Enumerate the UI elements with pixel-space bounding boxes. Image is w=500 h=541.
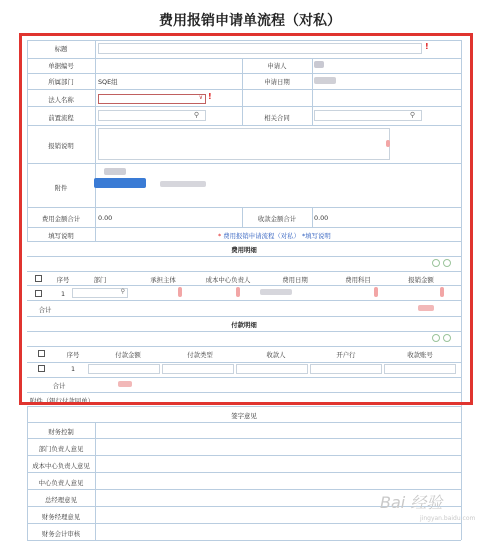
search-icon[interactable]: ⚲ xyxy=(120,288,125,295)
approval-row-label: 财务经理意见 xyxy=(41,513,81,521)
title-required-mark: ! xyxy=(425,42,429,51)
prev-flow-label: 前置流程 xyxy=(48,114,74,122)
page-title: 费用报销申请单流程（对私） xyxy=(159,13,341,29)
expense-col-header: 费用日期 xyxy=(282,276,308,284)
payment-sum-label: 合计 xyxy=(52,382,66,390)
approval-row-label: 总经理意见 xyxy=(45,496,77,504)
expense-col-header: 部门 xyxy=(93,276,107,284)
fill-link-flow[interactable]: 费用报销申请流程（对私） xyxy=(223,232,300,240)
fill-label: 填写说明 xyxy=(48,232,74,240)
row-index: 1 xyxy=(60,290,66,298)
payment-col-header: 收款人 xyxy=(266,351,286,359)
approval-row-label: 部门负责人意见 xyxy=(38,445,84,453)
dept-value: SQE组 xyxy=(98,78,118,86)
search-icon[interactable]: ⚲ xyxy=(193,111,199,119)
payment-attach-label: 附件（银行付款回单） xyxy=(30,397,94,405)
total-value: 0.00 xyxy=(98,214,113,222)
payment-col-header: 付款金额 xyxy=(115,351,141,359)
total-label: 费用金额合计 xyxy=(41,215,81,223)
receipt-total-value: 0.00 xyxy=(314,214,329,222)
doc-no-label: 单据编号 xyxy=(48,62,74,70)
approval-section-title: 签字意见 xyxy=(231,412,257,420)
legal-required-mark: ! xyxy=(208,92,212,101)
attach-label: 附件 xyxy=(54,184,68,192)
expense-col-header: 承担主体 xyxy=(150,276,176,284)
contract-label: 相关合同 xyxy=(264,114,290,122)
legal-label: 法人名称 xyxy=(48,96,74,104)
receipt-total-label: 收款金额合计 xyxy=(257,215,297,223)
approval-row-label: 中心负责人意见 xyxy=(38,479,84,487)
approval-row-label: 财务控制 xyxy=(48,428,74,436)
search-icon[interactable]: ⚲ xyxy=(409,111,415,119)
expense-sum-label: 合计 xyxy=(38,306,52,314)
payment-col-header: 序号 xyxy=(66,351,80,359)
payment-col-header: 收款账号 xyxy=(407,351,433,359)
expense-col-header: 费用科目 xyxy=(345,276,371,284)
approval-row-label: 成本中心负责人意见 xyxy=(32,462,90,470)
title-label: 标题 xyxy=(54,45,68,53)
expense-col-header: 序号 xyxy=(56,276,70,284)
highlight-frame xyxy=(19,33,473,405)
chevron-down-icon: ∨ xyxy=(198,94,203,101)
expense-col-header: 成本中心负责人 xyxy=(205,276,251,284)
row-index: 1 xyxy=(70,365,76,373)
payment-section-title: 付款明细 xyxy=(231,321,257,329)
apply-date-label: 申请日期 xyxy=(264,78,290,86)
payment-col-header: 开户行 xyxy=(336,351,356,359)
watermark: Bai 经验 xyxy=(380,493,443,512)
dept-label: 所属部门 xyxy=(48,78,74,86)
desc-label: 报销说明 xyxy=(48,142,74,150)
watermark-url: jingyan.baidu.com xyxy=(420,515,476,522)
fill-note-star: * xyxy=(218,232,222,240)
payment-col-header: 付款类型 xyxy=(187,351,213,359)
expense-col-header: 报销金额 xyxy=(408,276,434,284)
approval-row-label: 财务会计审核 xyxy=(41,530,81,538)
applicant-label: 申请人 xyxy=(267,62,287,70)
fill-link-guide[interactable]: *填写说明 xyxy=(301,232,331,240)
expense-section-title: 费用明细 xyxy=(231,246,257,254)
